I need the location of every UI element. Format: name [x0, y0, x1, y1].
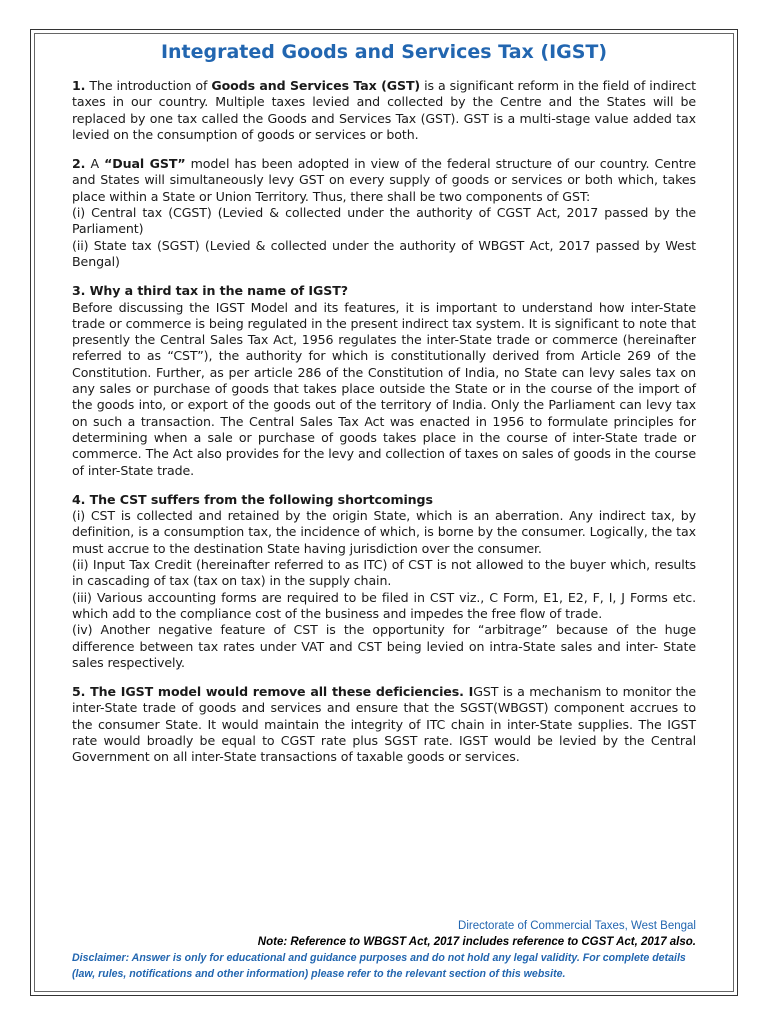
- section-3: [72, 283, 696, 479]
- section-4-item-3: (iii) Various accounting forms are required to be filed in CST viz., C Form, E1, E2, F, I, J Forms etc. which add to the compliance cost of the business and impedes the free flow of trade.: [72, 589, 696, 621]
- section-4-item-1: (i) CST is collected and retained by the origin State, which is an aberration. Any indirect tax, by definition, is a consumption tax, the incidence of which, is borne by the consumer. Logically, the tax must accrue to the destination State having jurisdiction over the consumer.: [72, 508, 696, 556]
- section-5: [72, 684, 696, 765]
- section-3-text: Before discussing the IGST Model and its features, it is important to understand how inter-State trade or commerce is being regulated in the present indirect tax system. It is significant to note that presently the Central Sales Tax Act, 1956 regulates the inter-State trade or commerce (hereinafter referred to as “CST”), the authority for which is constitutionally derived from Article 269 of the Constitution. Further, as per article 286 of the Constitution of India, no State can levy sales tax on any sales or purchase of goods that takes place outside the State or in the course of the import of the goods into, or export of the goods out of the territory of India. Only the Parliament can levy tax on such a transaction. The Central Sales Tax Act was enacted in 1956 to formulate principles for determining when a sale or purchase of goods takes place in the course of inter-State trade or commerce. The Act also provides for the levy and collection of taxes on sales of goods in the course of inter-State trade.: [72, 299, 696, 478]
- section-1-number: 1.: [72, 78, 86, 93]
- section-1: [72, 78, 696, 143]
- section-1-bold: Goods and Services Tax (GST): [211, 78, 421, 93]
- section-5-text: GST is a mechanism to monitor the inter-State trade of goods and services and ensure that the SGST(WBGST) component accrues to the consumer State. It would maintain the integrity of ITC chain in inter-State supplies. The IGST rate would broadly be equal to CGST rate plus SGST rate. IGST would be levied by the Central Government on all inter-State transactions of taxable goods or services.: [72, 684, 697, 765]
- section-4: [72, 492, 696, 671]
- section-4-heading: 4. The CST suffers from the following shortcomings: [72, 491, 433, 507]
- footer-note: Note: Reference to WBGST Act, 2017 includes reference to CGST Act, 2017 also.: [257, 936, 696, 948]
- section-2-bold: “Dual GST”: [104, 156, 186, 172]
- footer-directorate: Directorate of Commercial Taxes, West Bengal: [458, 920, 696, 932]
- section-2-text: model has been adopted in view of the federal structure of our country. Centre and States will simultaneously levy GST on every supply of goods or services or both which, takes place within a State or Union Territory. Thus, there shall be two components of GST:: [72, 156, 696, 204]
- section-2-item-1: (i) Central tax (CGST) (Levied & collected under the authority of CGST Act, 2017 passed by the Parliament): [72, 205, 696, 237]
- page-footer: [60, 918, 696, 982]
- section-2-number: 2.: [72, 156, 86, 172]
- section-3-heading: 3. Why a third tax in the name of IGST?: [72, 283, 348, 299]
- section-4-item-2: (ii) Input Tax Credit (hereinafter referred to as ITC) of CST is not allowed to the buyer which, results in cascading of tax (tax on tax) in the supply chain.: [72, 557, 696, 589]
- section-1-text: is a significant reform in the field of indirect taxes in our country. Multiple taxes levied and collected by the Centre and the States will be replaced by one tax called the Goods and Services Tax (GST). GST is a multi-stage value added tax levied on the consumption of goods or services or both.: [72, 78, 696, 142]
- document-body: [72, 40, 696, 779]
- section-4-item-4: (iv) Another negative feature of CST is the opportunity for “arbitrage” because of the huge difference between tax rates under VAT and CST being levied on intra-State sales and inter- State sales respectively.: [72, 622, 696, 670]
- section-2-pre: A: [85, 156, 105, 172]
- page-title: Integrated Goods and Services Tax (IGST): [160, 41, 608, 63]
- section-1-pre: The introduction of: [85, 78, 212, 93]
- footer-disclaimer: Disclaimer: Answer is only for educational and guidance purposes and do not hold any legal validity. For complete details (law, rules, notifications and other information) please refer to the relevant section of this website.: [72, 952, 686, 980]
- section-2-item-2: (ii) State tax (SGST) (Levied & collected under the authority of WBGST Act, 2017 passed by West Bengal): [72, 237, 696, 269]
- section-5-bold: 5. The IGST model would remove all these deficiencies. I: [72, 684, 474, 700]
- section-2: [72, 156, 696, 270]
